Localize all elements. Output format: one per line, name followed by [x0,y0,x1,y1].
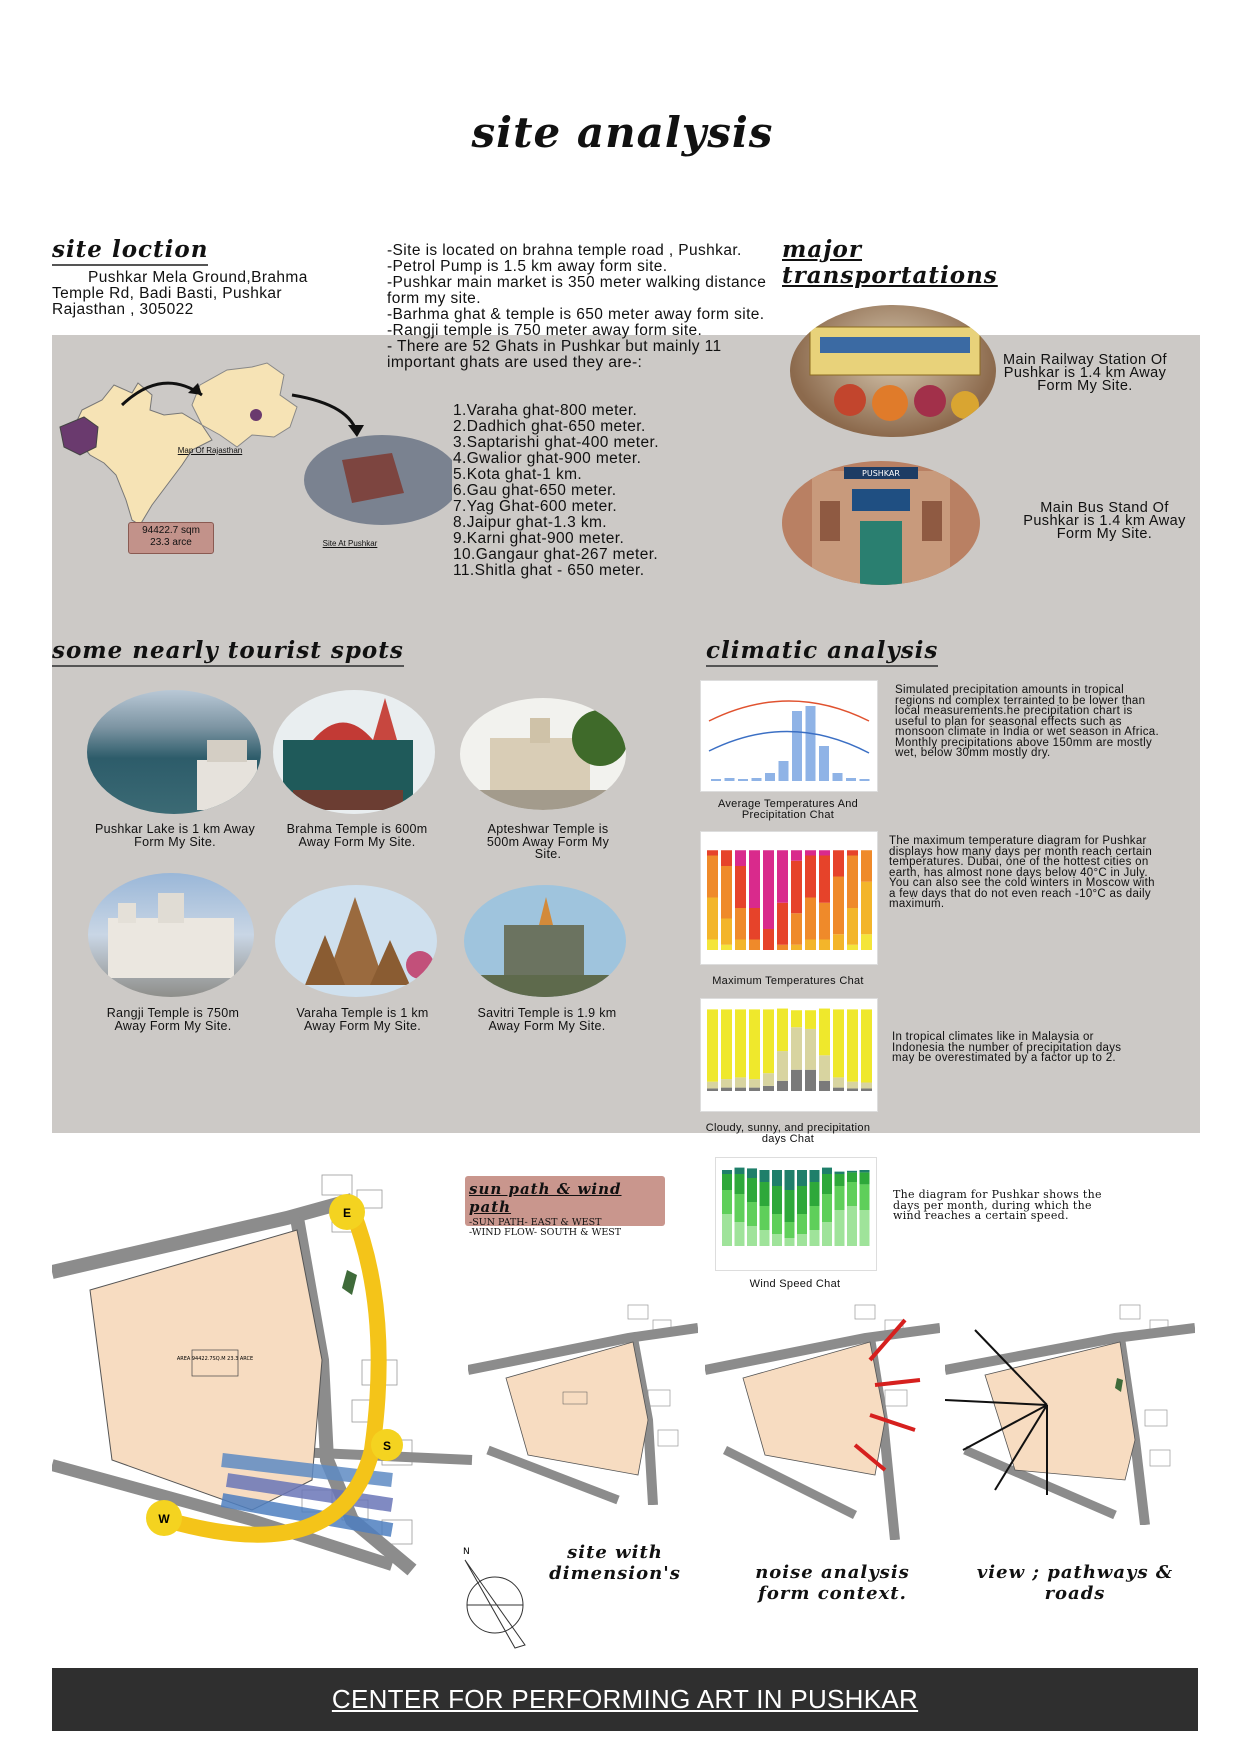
wind-bar [785,1222,795,1238]
spot-caption: Varaha Temple is 1 km Away Form My Site. [296,1006,429,1033]
max-temp-bar [805,940,816,951]
cloud-bar [735,1009,746,1077]
max-temp-bar [707,856,718,898]
ghat-item: 5.Kota ghat-1 km. [453,466,583,483]
max-temp-bar [777,945,788,950]
wind-bar [860,1184,870,1210]
max-temp-bar [791,945,802,950]
sun-west-label: W [158,1512,170,1526]
ghat-item: 4.Gwalior ghat-900 meter. [453,450,642,467]
spot-caption: Pushkar Lake is 1 km Away Form My Site. [94,822,256,849]
precip-bar [806,706,816,781]
wind-bar [722,1214,732,1246]
wind-bar [797,1234,807,1246]
wind-bar [747,1178,757,1202]
max-temp-bar [777,850,788,903]
spot-caption: Savitri Temple is 1.9 km Away Form My Site. [477,1006,617,1033]
cloud-bar [861,1088,872,1091]
cloud-bar [763,1086,774,1091]
wind-bar [760,1230,770,1246]
note-item: - There are 52 Ghats in Pushkar but mainly 11 important ghats are used they are-: [387,338,722,371]
max-temp-bar [721,945,732,950]
site-location-heading: site loction [52,236,208,266]
arrow-2 [292,395,357,435]
precip-bar [779,761,789,781]
max-temp-bar [777,903,788,945]
wind-bar [772,1170,782,1186]
max-temp-bar [819,850,830,855]
cloud-bar [777,1009,788,1052]
max-temp-bar [791,850,802,861]
note-item: -Rangji temple is 750 meter away form site. [387,322,703,339]
max-temp-bar [763,850,774,929]
wind-bar [735,1194,745,1222]
ghat-item: 8.Jaipur ghat-1.3 km. [453,514,607,531]
footer-bar [52,1668,1198,1731]
wind-bar [760,1170,770,1182]
cloud-bar [791,1070,802,1091]
max-temp-bar [749,850,760,908]
cloud-bar [819,1081,830,1091]
precip-bar [765,773,775,781]
cloud-bar [847,1088,858,1091]
max-temp-bar [805,850,816,855]
sunpath-line-1: -SUN PATH- EAST & WEST [469,1217,602,1228]
view-pathways-diagram [945,1300,1195,1525]
cloud-bar [791,1010,802,1027]
wind-chart [715,1157,877,1271]
cloud-bar [791,1027,802,1070]
bus-sign-text: PUSHKAR [862,469,900,478]
spot-caption: Apteshwar Temple is 500m Away Form My Site. [486,822,610,861]
ghat-item: 2.Dadhich ghat-650 meter. [453,418,646,435]
wind-bar [860,1210,870,1246]
note-item: -Site is located on brahna temple road , Pushkar. [387,242,742,259]
note-item: -Petrol Pump is 1.5 km away form site. [387,258,668,275]
wind-bar [822,1194,832,1222]
cloud-bar [861,1083,872,1089]
cloud-bar [763,1009,774,1073]
max-temp-bar [749,940,760,951]
pushkar-dot [250,409,262,421]
bus-text: Main Bus Stand Of Pushkar is 1.4 km Away Form My Site. [1023,500,1186,542]
cloud-bar [819,1055,830,1081]
precip-bar [738,779,748,781]
varaha-temple-photo [275,885,437,997]
wind-bar [785,1170,795,1190]
cloud-bar [707,1009,718,1081]
wind-bar [810,1230,820,1246]
site-dimensions-diagram [468,1300,698,1505]
site-address: Pushkar Mela Ground,Brahma Temple Rd, Badi Basti, Pushkar Rajasthan , 305022 [52,269,308,318]
precip-bar [711,779,721,781]
rajasthan-highlight [60,417,98,455]
cloud-bar [749,1088,760,1091]
min-temp-line [709,731,869,753]
wind-bar [735,1168,745,1174]
area-label: AREA 94422.7SQ.M 23.3 ARCE [176,1356,254,1362]
location-maps [52,355,452,565]
max-temp-bar [735,940,746,951]
sunpath-heading: sun path & wind path [469,1180,622,1216]
wind-bar [772,1186,782,1214]
cloud-bar [861,1009,872,1082]
cloud-bar [833,1088,844,1091]
spot-caption: Brahma Temple is 600m Away Form My Site. [286,822,428,849]
wind-bar [760,1182,770,1206]
diagram-caption: noise analysis form context. [755,1562,910,1604]
cloud-bar [833,1009,844,1077]
wind-bar [760,1206,770,1230]
wind-bar [772,1234,782,1246]
diagram-caption: site with dimension's [549,1542,681,1584]
temp-precip-svg [701,681,877,791]
max-temp-bar [791,913,802,945]
max-temp-bar [791,861,802,914]
noise-analysis-diagram [705,1300,940,1540]
wind-bar [785,1190,795,1222]
transport-heading-1: major [782,236,863,263]
cloud-bar [777,1081,788,1091]
cloud-bar [819,1009,830,1056]
area-acre: 23.3 arce [150,537,192,548]
chart-desc: Simulated precipitation amounts in tropical regions nd complex terrainted to be lower than local measurements.he precipitation chart is useful to plan for seasonal effects such as monsoon climate in India or wet season in Africa. Monthly precipitations above 150mm are mostly wet, below 30mm mostly dry. [895,684,1159,759]
site-plan-main [52,1160,482,1580]
wind-bar [810,1170,820,1182]
cloud-bar [707,1088,718,1091]
max-temp-bar [735,908,746,940]
temp-precip-chart [700,680,878,792]
wind-bar [722,1174,732,1190]
wind-bar [847,1206,857,1246]
wind-bar [735,1222,745,1246]
spot-caption: Rangji Temple is 750m Away Form My Site. [106,1006,240,1033]
max-temp-bar [749,908,760,940]
max-temp-bar [861,882,872,935]
ghat-item: 6.Gau ghat-650 meter. [453,482,617,499]
cloud-bar [805,1029,816,1070]
ghat-item: 10.Gangaur ghat-267 meter. [453,546,659,563]
max-temp-bar [805,856,816,898]
cloud-bar [805,1010,816,1029]
wind-bar [847,1171,857,1173]
wind-bar [822,1222,832,1246]
site-label: Site At Pushkar [322,539,378,548]
wind-bar [810,1206,820,1230]
cloud-bar [847,1082,858,1089]
wind-bar [835,1172,845,1174]
wind-bar [847,1172,857,1182]
wind-bar [747,1202,757,1226]
chart-desc: The diagram for Pushkar shows the days per month, during which the wind reaches a certain speed. [893,1188,1102,1222]
max-temp-bar [861,850,872,882]
wind-bar [835,1174,845,1186]
sunpath-box [465,1176,665,1238]
wind-bar [747,1168,757,1178]
chart-caption: Cloudy, sunny, and precipitation days Chat [705,1122,871,1145]
chart-caption: Wind Speed Chat [749,1278,841,1290]
chart-desc: In tropical climates like in Malaysia or Indonesia the number of precipitation days may be overestimated by a factor up to 2. [892,1031,1122,1064]
ghat-item: 3.Saptarishi ghat-400 meter. [453,434,659,451]
diagram-caption: view ; pathways & roads [976,1562,1174,1604]
cloud-sun-svg [701,999,877,1111]
sunpath-line-2: -WIND FLOW- SOUTH & WEST [469,1227,622,1238]
wind-bar [772,1214,782,1234]
ghat-item: 9.Karni ghat-900 meter. [453,530,625,547]
max-temp-bar [847,850,858,855]
sun-east-label: E [342,1206,352,1220]
site-notes [387,243,787,371]
precip-bar [819,746,829,781]
wind-speed-svg [716,1158,876,1270]
footer-title: CENTER FOR PERFORMING ART IN PUSHKAR [331,1684,919,1714]
ghat-item: 1.Varaha ghat-800 meter. [453,402,638,419]
max-temp-bar [721,850,732,866]
max-temp-bar [833,877,844,935]
max-temp-bar [735,850,746,866]
chart-caption: Average Temperatures And Precipitation Chat [717,798,859,821]
apteshwar-temple-photo [460,698,626,810]
precip-bar [860,779,870,781]
wind-bar [822,1168,832,1174]
max-temp-bar [707,898,718,940]
pushkar-lake-photo [87,690,261,814]
wind-bar [722,1190,732,1214]
wind-bar [835,1186,845,1210]
max-temp-line [709,701,869,721]
max-temp-svg [701,832,877,964]
max-temp-bar [847,856,858,909]
cloud-bar [735,1088,746,1091]
cloud-bar [749,1009,760,1079]
wind-bar [847,1182,857,1206]
max-temp-bar [721,866,732,919]
wind-bar [797,1214,807,1234]
ghat-item: 7.Yag Ghat-600 meter. [453,498,618,515]
ghat-list [453,403,773,579]
wind-bar [860,1172,870,1184]
cloud-bar [805,1070,816,1091]
max-temp-bar [819,903,830,940]
max-temp-bar [819,856,830,903]
wind-bar [835,1210,845,1246]
precip-bar [833,773,843,781]
climate-heading: climatic analysis [706,637,938,667]
wind-bar [747,1226,757,1246]
north-arrow [455,1540,535,1650]
wind-bar [722,1170,732,1174]
wind-bar [860,1170,870,1172]
chart-desc: The maximum temperature diagram for Pushkar displays how many days per month reach certain temperatures. Dubai, one of the hottest cities on earth, has almost none days below 40°C in July. You can also see the cold winters in Moscow with a few days that do not even reach -10°C as daily maximum. [889,835,1155,910]
precip-bar [846,778,856,781]
railway-text: Main Railway Station Of Pushkar is 1.4 km Away Form My Site. [1003,352,1167,394]
cloud-bar [721,1009,732,1079]
chart-caption: Maximum Temperatures Chat [712,975,864,987]
sun-south-label: S [382,1439,392,1453]
max-temp-chart [700,831,878,965]
cloud-bar [735,1077,746,1087]
max-temp-bar [847,945,858,950]
max-temp-bar [721,919,732,945]
wind-bar [810,1182,820,1206]
max-temp-bar [735,866,746,908]
max-temp-bar [707,850,718,855]
note-item: -Pushkar main market is 350 meter walking distance form my site. [387,274,767,307]
cloud-bar [721,1088,732,1091]
cloud-bar [833,1077,844,1087]
transport-heading-2: transportations [782,262,998,289]
wind-bar [797,1170,807,1186]
map-label: Map Of Rajasthan [177,446,243,455]
green-patch [342,1270,357,1295]
max-temp-bar [861,934,872,950]
max-temp-bar [833,934,844,950]
max-temp-bar [819,940,830,951]
max-temp-bar [707,940,718,951]
area-sqm: 94422.7 sqm [142,525,200,536]
ghat-item: 11.Shitla ghat - 650 meter. [453,562,645,579]
cloud-bar [749,1079,760,1088]
page-title: site analysis [471,108,774,157]
max-temp-bar [847,908,858,945]
brahma-temple-photo [273,690,435,814]
max-temp-bar [833,850,844,876]
railway-photo [790,305,996,437]
wind-bar [735,1174,745,1194]
bus-stand-photo [782,461,980,585]
precip-bar [725,778,735,781]
wind-bar [785,1238,795,1246]
max-temp-bar [805,898,816,940]
precip-bar [752,778,762,781]
tourist-heading: some nearly tourist spots [52,637,404,667]
area-badge [128,522,214,554]
max-temp-bar [763,929,774,950]
rangji-temple-photo [88,873,254,997]
cloud-bar [777,1051,788,1081]
wind-bar [797,1186,807,1214]
cloud-bar [721,1079,732,1088]
precip-bar [792,711,802,781]
wind-bar [822,1174,832,1194]
note-item: -Barhma ghat & temple is 650 meter away form site. [387,306,765,323]
cloud-bar [707,1082,718,1089]
savitri-temple-photo [464,885,626,997]
cloud-sun-chart [700,998,878,1112]
arrow-2-head [348,425,364,437]
cloud-bar [847,1009,858,1081]
north-label: N [463,1547,470,1557]
cloud-bar [763,1073,774,1086]
